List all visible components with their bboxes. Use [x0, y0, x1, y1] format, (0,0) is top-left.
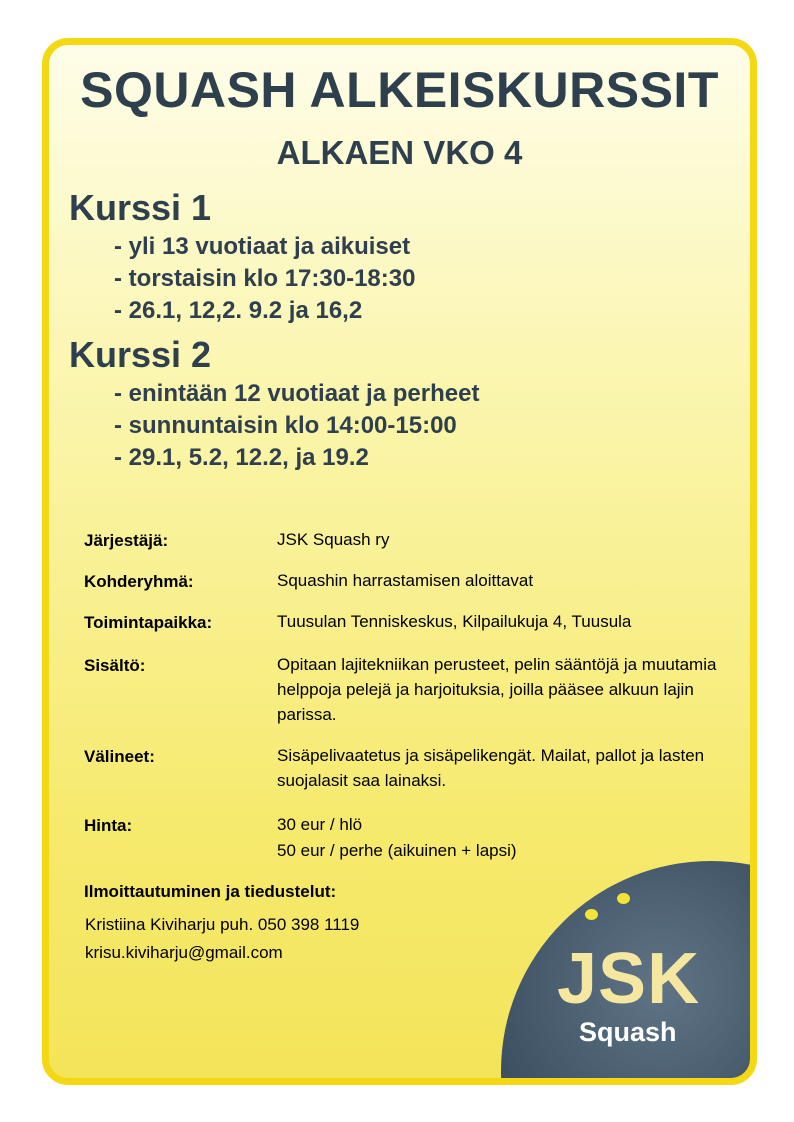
- info-value-content: Opitaan lajitekniikan perusteet, pelin sääntöjä ja muutamia helppoja pelejä ja harjoituksia, joilla pääsee alkuun lajin parissa.: [277, 655, 717, 724]
- logo-text-jsk: JSK: [557, 939, 701, 1019]
- info-label-organizer: Järjestäjä:: [84, 531, 169, 550]
- contact-email[interactable]: krisu.kiviharju@gmail.com: [85, 943, 283, 962]
- info-label-price: Hinta:: [84, 816, 133, 835]
- ball-dot-icon: [585, 909, 598, 920]
- course-2-line: - sunnuntaisin klo 14:00-15:00: [114, 412, 457, 439]
- course-1-line: - 26.1, 12,2. 9.2 ja 16,2: [114, 297, 363, 324]
- course-2-line: - enintään 12 vuotiaat ja perheet: [114, 380, 480, 407]
- page-title: SQUASH ALKEISKURSSIT: [80, 62, 719, 118]
- course-1-line: - yli 13 vuotiaat ja aikuiset: [114, 233, 411, 260]
- poster: [42, 38, 757, 1085]
- info-value-price-1: 30 eur / hlö: [277, 815, 363, 834]
- info-value-organizer: JSK Squash ry: [277, 530, 390, 549]
- info-value-location: Tuusulan Tenniskeskus, Kilpailukuja 4, Tuusula: [277, 612, 632, 631]
- course-1-title: Kurssi 1: [69, 187, 212, 228]
- info-label-location: Toimintapaikka:: [84, 613, 213, 632]
- info-label-content: Sisältö:: [84, 656, 146, 675]
- ball-dot-icon: [617, 893, 630, 904]
- course-2-title: Kurssi 2: [69, 334, 212, 375]
- info-value-price-2: 50 eur / perhe (aikuinen + lapsi): [277, 841, 517, 860]
- course-2-line: - 29.1, 5.2, 12.2, ja 19.2: [114, 444, 369, 471]
- info-label-equipment: Välineet:: [84, 747, 155, 766]
- info-label-target-group: Kohderyhmä:: [84, 572, 194, 591]
- info-value-equipment: Sisäpelivaatetus ja sisäpelikengät. Mailat, pallot ja lasten suojalasit saa lainaksi.: [277, 746, 705, 790]
- logo-text-squash: Squash: [579, 1017, 677, 1047]
- contact-phone: Kristiina Kiviharju puh. 050 398 1119: [85, 915, 360, 934]
- page-subtitle: ALKAEN VKO 4: [276, 134, 523, 171]
- contact-heading: Ilmoittautuminen ja tiedustelut:: [84, 882, 337, 901]
- info-value-target-group: Squashin harrastamisen aloittavat: [277, 571, 534, 590]
- course-1-line: - torstaisin klo 17:30-18:30: [114, 265, 416, 292]
